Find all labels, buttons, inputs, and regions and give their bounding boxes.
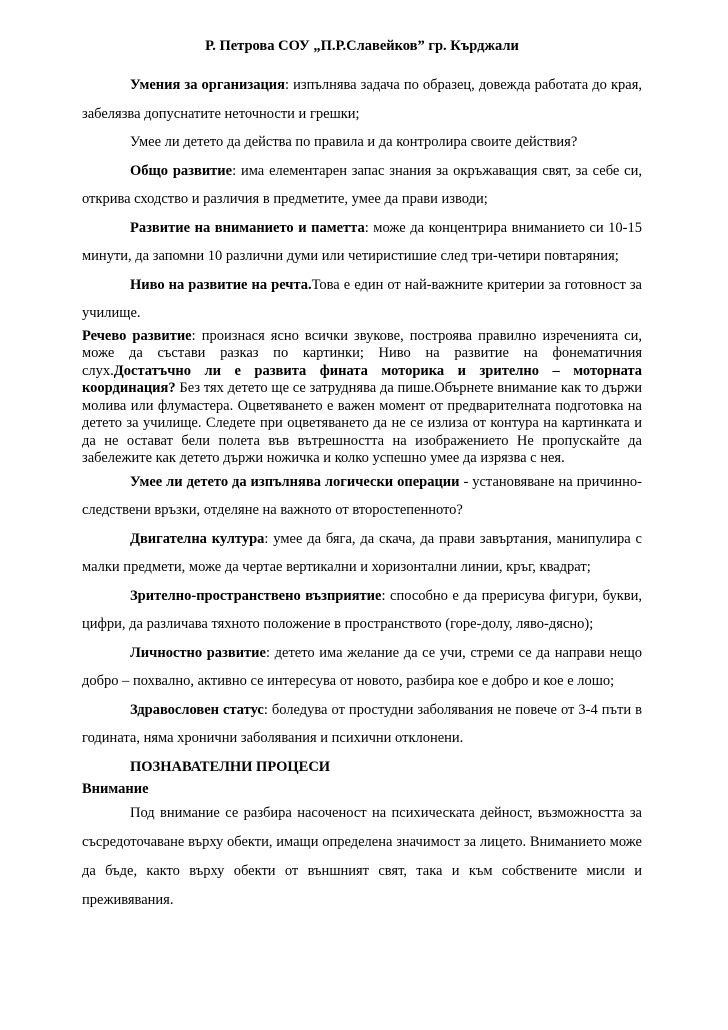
text-fine-motor: Без тях детето ще се затруднява да пише.Обърнете внимание как то държи молива или флумастера. Оцветяването е важен момент от предварителната подготовка на детето за училище. Следете при оцветяването да не се излиза от контура на картинката и да не остават бели полета във вътрешността на изображението Не пропускайте да забележите как детето държи ножичка и колко успешно умее да изрязва с нея. [82,380,642,466]
paragraph-rules-question [82,128,642,157]
text-organization-skills: : изпълнява задача по образец, довежда работата до края, забелязва допуснатите неточности и грешки; [82,77,642,122]
paragraph-personal [82,639,642,696]
text-health: : боледува от простудни заболявания не повече от 3-4 пъти в годината, няма хронични заболявания и психични отклонени. [82,701,642,746]
subsection-title: Внимание [82,781,149,797]
section-title: ПОЗНАВАТЕЛНИ ПРОЦЕСИ [130,758,331,775]
text-speech-level: Това е един от най-важните критерии за готовност за училище. [82,276,642,321]
subsection-text: Под внимание се разбира насоченост на психическата дейност, възможността за съсредоточаване върху обекти, имащи определена значимост за лицето. Вниманието може да бъде, както върху обекти от външният свят, така и към собствените мисли и преживявания. [82,804,642,908]
term-motor-culture: Двигателна култура [130,530,265,547]
term-visual-spatial: Зрително-пространствено възприятие [130,587,382,604]
document-page [82,38,642,915]
paragraph-general-development [82,157,642,214]
paragraph-speech-level [82,271,642,328]
text-attention-memory: : може да концентрира вниманието си 10-15 минути, да запомни 10 различни думи или четиристишие след три-четири повтаряния; [82,219,642,264]
paragraph-visual-spatial [82,582,642,639]
term-general-development: Общо развитие [130,162,233,179]
paragraph-organization-skills [82,71,642,128]
term-fine-motor: Достатъчно ли е развита фината моторика и зрително – моторната координация? [82,362,642,396]
text-logic: - установяване на причинно-следствени връзки, отделяне на важното от второстепенното? [82,473,643,518]
text-motor-culture: : умее да бяга, да скача, да прави завъртания, манипулира с малки предмети, може да чертае вертикални и хоризонтални линии, кръг, квадрат; [82,530,642,575]
paragraph-logic [82,468,642,525]
text-visual-spatial: : способно е да прерисува фигури, букви, цифри, да различава тяхното положение в пространството (горе-долу, ляво-дясно); [82,587,642,632]
term-logic: Умее ли детето да изпълнява логически операции [130,473,460,490]
page-header: Р. Петрова СОУ „П.Р.Славейков” гр. Кърджали [205,38,519,54]
term-attention-memory: Развитие на вниманието и паметта [130,219,365,236]
term-speech-level: Ниво на развитие на речта. [130,276,312,293]
text-speech-development: : произнася ясно всички звукове, построява правилно изреченията си, може да състави разказ по картинки; Ниво на развитие на фонематичния слух. [82,327,643,379]
term-speech-development: Речево развитие [82,327,192,344]
paragraph-motor-culture [82,525,642,582]
term-personal: Личностно развитие [130,644,266,661]
term-organization-skills: Умения за организация [130,77,286,93]
paragraph-speech-motor [82,328,642,468]
term-health: Здравословен статус [130,701,264,718]
paragraph-attention-memory [82,214,642,271]
text-rules-question: Умее ли детето да действа по правила и да контролира своите действия? [130,134,578,150]
text-general-development: : има елементарен запас знания за окръжаващия свят, за себе си, открива сходство и различия в предметите, умее да прави изводи; [82,162,642,207]
text-personal: : детето има желание да се учи, стреми се да направи нещо добро – похвално, активно се интересува от новото, разбира кое е добро и кое е лошо; [82,644,643,689]
paragraph-health [82,696,642,753]
